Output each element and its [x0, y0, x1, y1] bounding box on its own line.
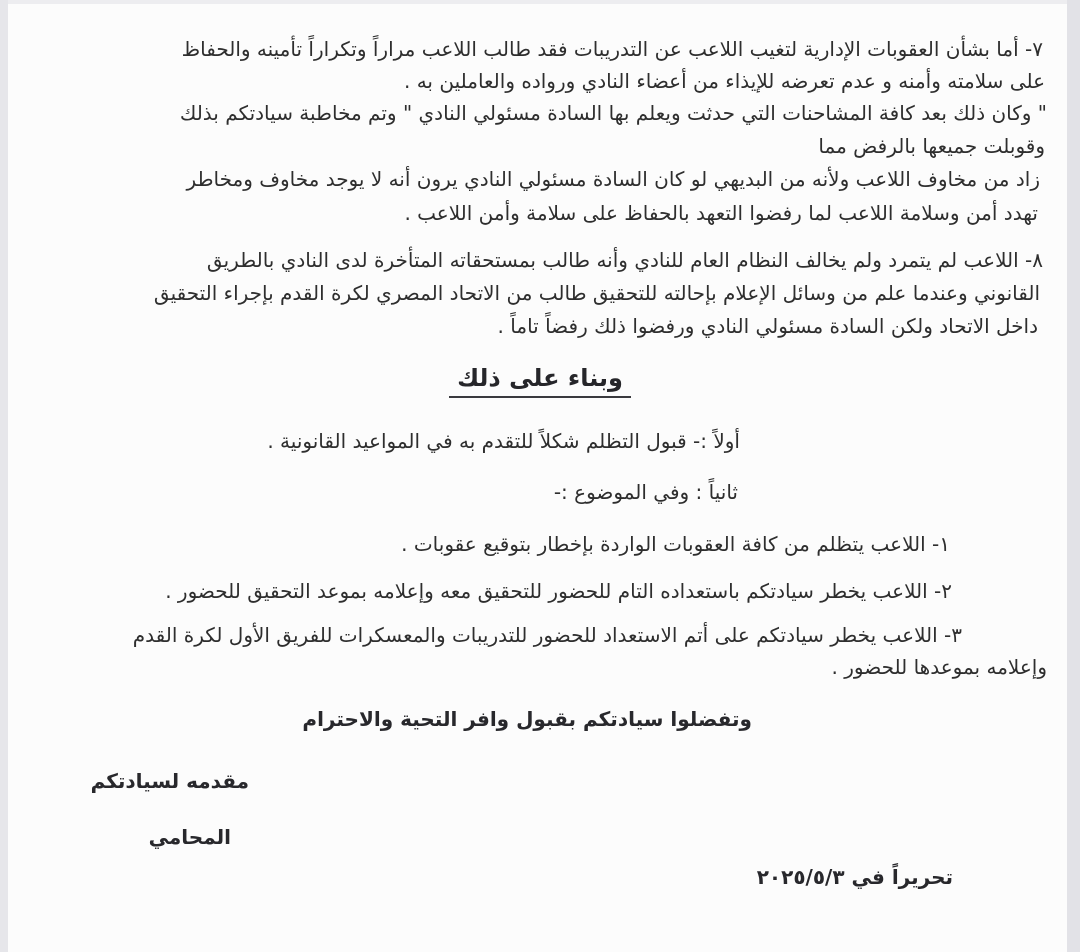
- ruling-first: أولاً :- قبول التظلم شكلاً للتقدم به في المواعيد القانونية .: [267, 429, 740, 453]
- section-heading-wrap: [0, 364, 1080, 398]
- date-line: تحريراً في ٢٠٢٥/٥/٣: [756, 865, 953, 889]
- section-heading: وبناء على ذلك: [449, 364, 631, 398]
- paragraph-8-line-2: القانوني وعندما علم من وسائل الإعلام بإحالته للتحقيق طالب من الاتحاد المصري لكرة القدم بإجراء التحقيق: [153, 281, 1040, 305]
- subject-item-1: ١- اللاعب يتظلم من كافة العقوبات الواردة بإخطار بتوقيع عقوبات .: [401, 532, 950, 556]
- paragraph-7-line-3: " وكان ذلك بعد كافة المشاحنات التي حدثت ويعلم بها السادة مسئولي النادي " وتم مخاطبة سيادتكم بذلك: [179, 101, 1047, 125]
- subject-item-3-line-1: ٣- اللاعب يخطر سيادتكم على أتم الاستعداد للحضور للتدريبات والمعسكرات للفريق الأول لكرة القدم: [132, 623, 962, 647]
- paragraph-7-line-1: ٧- أما بشأن العقوبات الإدارية لتغيب اللاعب عن التدريبات فقد طالب اللاعب مراراً وتكراراً تأمينه والحفاظ: [181, 37, 1043, 61]
- subject-item-2: ٢- اللاعب يخطر سيادتكم باستعداده التام للحضور للتحقيق معه وإعلامه بموعد التحقيق للحضور .: [165, 579, 952, 603]
- photo-edge-left: [0, 0, 8, 952]
- signature-title-lawyer: المحامي: [148, 825, 231, 849]
- signature-presented-to: مقدمه لسيادتكم: [90, 769, 249, 793]
- paragraph-7-line-5: زاد من مخاوف اللاعب ولأنه من البديهي لو كان السادة مسئولي النادي يرون أنه لا يوجد مخاوف ومخاطر: [186, 167, 1040, 191]
- paragraph-7-line-4: وقوبلت جميعها بالرفض مما: [818, 134, 1045, 158]
- paragraph-8-line-3: داخل الاتحاد ولكن السادة مسئولي النادي ورفضوا ذلك رفضاً تاماً .: [497, 314, 1038, 338]
- paragraph-8-line-1: ٨- اللاعب لم يتمرد ولم يخالف النظام العام للنادي وأنه طالب بمستحقاته المتأخرة لدى النادي بالطريق: [206, 248, 1043, 272]
- paragraph-7-line-6: تهدد أمن وسلامة اللاعب لما رفضوا التعهد بالحفاظ على سلامة وأمن اللاعب .: [404, 201, 1038, 225]
- ruling-second: ثانياً : وفي الموضوع :-: [553, 480, 738, 504]
- paragraph-7-line-2: على سلامته وأمنه و عدم تعرضه للإيذاء من أعضاء النادي ورواده والعاملين به .: [403, 69, 1045, 93]
- photo-edge-top: [8, 0, 1067, 4]
- subject-item-3-line-2: وإعلامه بموعدها للحضور .: [831, 655, 1047, 679]
- closing-salutation: وتفضلوا سيادتكم بقبول وافر التحية والاحترام: [302, 707, 752, 731]
- photo-edge-right: [1067, 0, 1080, 952]
